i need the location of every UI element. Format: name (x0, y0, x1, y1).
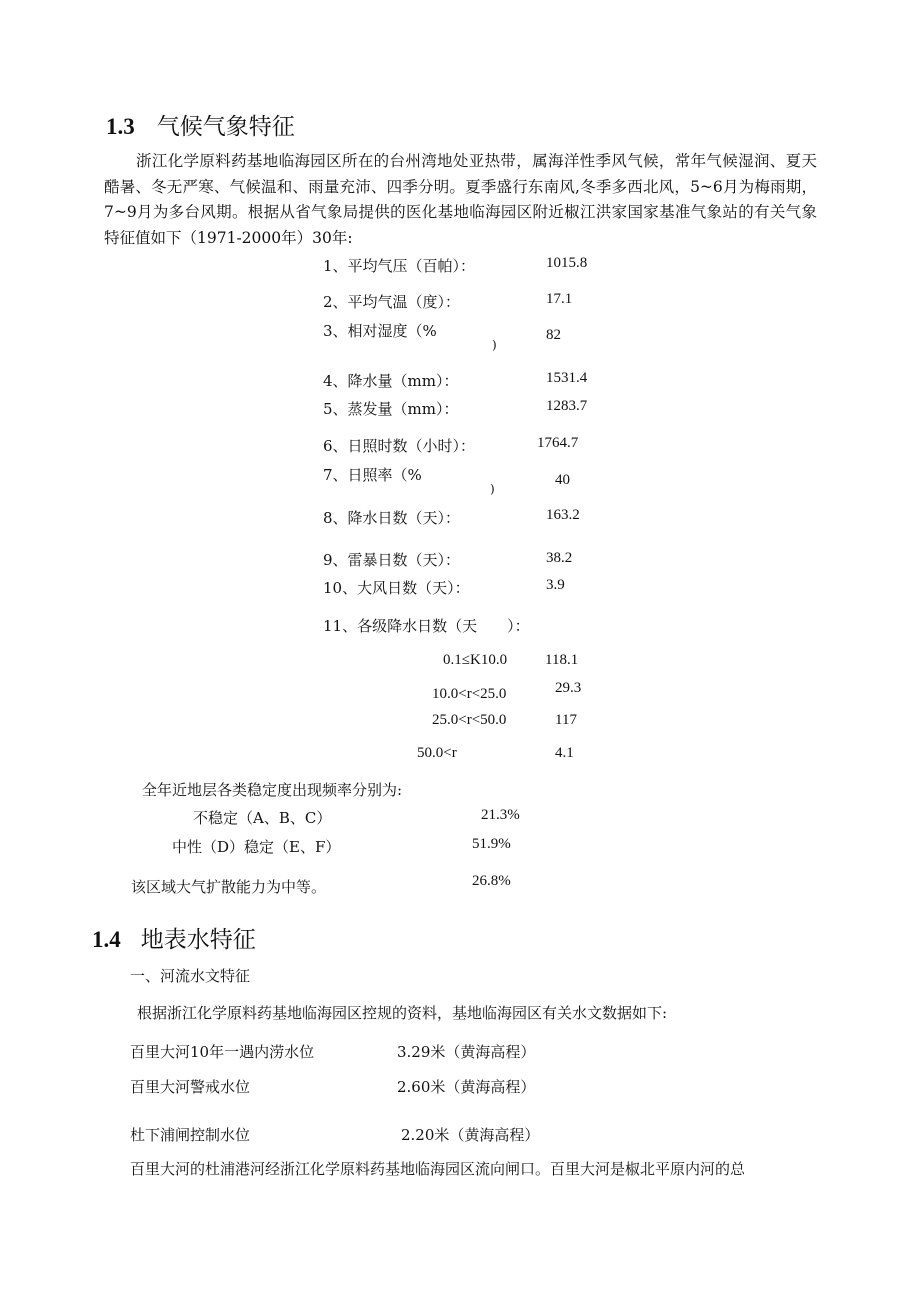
stability-neutral-value: 51.9% (472, 836, 511, 852)
list-item-value: 3.9 (546, 577, 565, 593)
list-item-label: 8、降水日数（天）： (323, 509, 461, 527)
rain-range: 0.1≤K10.0 (443, 652, 508, 668)
rain-range: 10.0<r<25.0 (432, 686, 507, 702)
stability-intro: 全年近地层各类稳定度出现频率分别为: (142, 781, 403, 799)
hydro-intro: 根据浙江化学原料药基地临海园区控规的资料，基地临海园区有关水文数据如下: (137, 1004, 668, 1022)
stability-neutral-label: 中性（D）稳定（E、F） (172, 838, 341, 856)
list-item-value: 1015.8 (546, 255, 588, 271)
hydro-row-label: 百里大河10年一遇内涝水位 (130, 1043, 315, 1061)
section-number: 1.4 (92, 927, 121, 952)
list-item-value: 17.1 (546, 291, 573, 307)
diffusion-text: 该区域大气扩散能力为中等。 (131, 878, 327, 896)
hydro-row-value: 2.60米（黄海高程） (397, 1078, 536, 1096)
list-item-label: 6、日照时数（小时）： (323, 437, 476, 455)
hydro-row-value: 2.20米（黄海高程） (401, 1126, 540, 1144)
stability-stable-value: 26.8% (472, 873, 511, 889)
section-heading-1-3 (106, 108, 295, 141)
section-heading-1-4 (92, 921, 256, 954)
hydro-row-value: 3.29米（黄海高程） (397, 1043, 536, 1061)
hydro-row-label: 杜下浦闸控制水位 (130, 1126, 251, 1144)
climate-paragraph: 浙江化学原料药基地临海园区所在的台州湾地处亚热带，属海洋性季风气候，常年气候湿润、夏天酷暑、冬无严寒、气候温和、雨量充沛、四季分明。夏季盛行东南风,冬季多西北风，5~6月为梅雨期，7~9月为多台风期。根据从省气象局提供的医化基地临海园区附近椒江洪家国家基准气象站的有关气象特征值如下（1971-2000年）30年: (104, 152, 817, 247)
list-item-label: 1、平均气压（百帕）： (323, 257, 476, 275)
rain-days: 117 (555, 712, 577, 728)
section-number: 1.3 (106, 114, 135, 139)
stability-unstable-value: 21.3% (481, 807, 520, 823)
list-item-label: 7、日照率（% (323, 466, 422, 484)
body-text-last-line: 百里大河的杜浦港河经浙江化学原料药基地临海园区流向闸口。百里大河是椒北平原内河的总 (130, 1160, 746, 1178)
list-item-value: 163.2 (546, 507, 580, 523)
rain-days: 4.1 (555, 745, 574, 761)
list-item-value: 1764.7 (537, 435, 579, 451)
list-item-label: 5、蒸发量（mm）： (323, 400, 459, 418)
list-item-label: 9、雷暴日数（天）： (323, 551, 461, 569)
section-title: 地表水特征 (140, 927, 256, 953)
list-item-value: 1531.4 (546, 370, 588, 386)
subsection-title: 一、河流水文特征 (130, 967, 251, 985)
list-item-label: 2、平均气温（度）： (323, 293, 461, 311)
rain-range: 25.0<r<50.0 (432, 712, 507, 728)
list-item-value: 40 (555, 472, 570, 488)
section-title: 气候气象特征 (156, 114, 295, 140)
list-item-label: 10、大风日数（天）： (323, 579, 470, 597)
stability-unstable-label: 不稳定（A、B、C） (193, 809, 332, 827)
list-item-value: 82 (546, 327, 561, 343)
list-item-tail: ) (490, 482, 495, 496)
list-item-label: 3、相对湿度（% (323, 322, 437, 340)
list-item-value: 1283.7 (546, 398, 588, 414)
hydro-row-label: 百里大河警戒水位 (130, 1078, 251, 1096)
rain-range: 50.0<r (417, 745, 457, 761)
list-item-label: 11、各级降水日数（天 ）： (323, 617, 530, 635)
rain-days: 118.1 (545, 652, 579, 668)
list-item-tail: ) (492, 338, 497, 352)
list-item-value: 38.2 (546, 550, 573, 566)
list-item-label: 4、降水量（mm）： (323, 372, 459, 390)
rain-days: 29.3 (555, 680, 582, 696)
